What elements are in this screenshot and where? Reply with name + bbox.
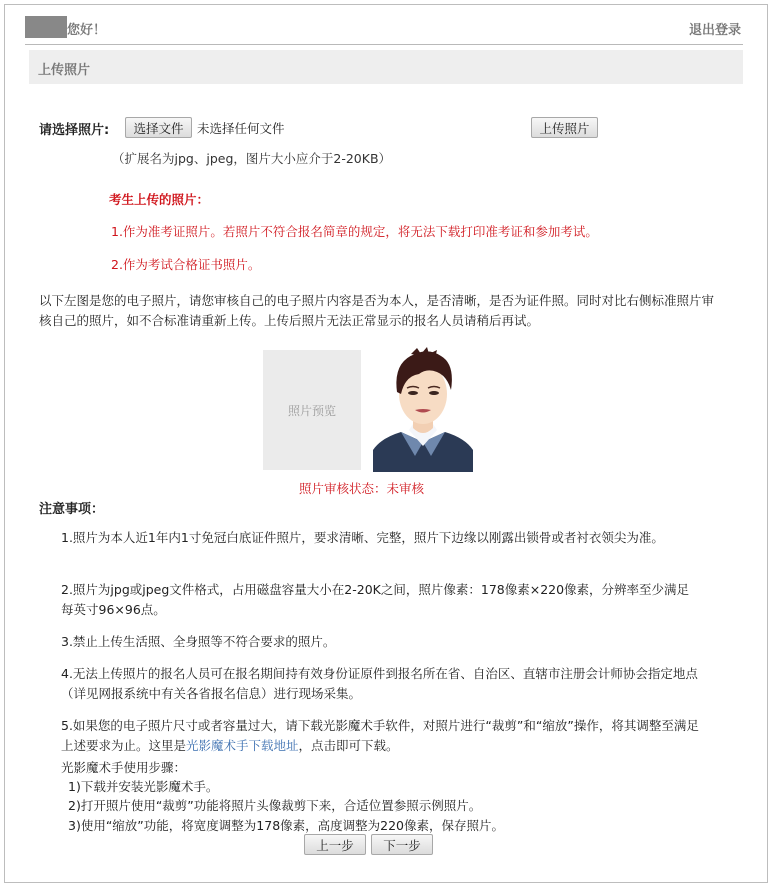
username-redacted [25, 16, 67, 38]
photo-preview-placeholder: 照片预览 [287, 403, 336, 418]
upload-photo-button[interactable]: 上传照片 [531, 117, 598, 138]
greeting-text: 您好！ [67, 23, 107, 38]
note-item: 1.照片为本人近1年内1寸免冠白底证件照片，要求清晰、完整，照片下边缘以刚露出锁骨或者衬衣领尖为准。 [61, 530, 664, 545]
section-title: 上传照片 [38, 63, 91, 78]
top-bar [25, 14, 743, 45]
next-step-button[interactable]: 下一步 [371, 834, 433, 855]
section-header [29, 50, 743, 84]
notes-title: 注意事项： [39, 502, 105, 517]
sample-photo [371, 346, 475, 472]
sample-portrait-icon [371, 346, 475, 472]
note-item: 2.照片为jpg或jpeg文件格式，占用磁盘容量大小在2-20K之间，照片像素：178像素×220像素，分辨率至少满足每英寸96×96点。 [61, 582, 690, 617]
logout-link[interactable]: 退出登录 [688, 23, 741, 38]
photo-usage-title: 考生上传的照片： [109, 192, 210, 207]
photo-preview [263, 350, 361, 470]
file-select-row [39, 117, 719, 139]
audit-status: 照片审核状态：未审核 [299, 481, 425, 496]
no-file-text: 未选择任何文件 [197, 121, 285, 136]
step-item: 1)下载并安装光影魔术手。 [68, 779, 219, 794]
intro-text: 以下左图是您的电子照片，请您审核自己的电子照片内容是否为本人，是否清晰，是否为证件照。同时对比右侧标准照片审核自己的照片，如不合标准请重新上传。上传后照片无法正常显示的报名人员请稍后再试。 [39, 293, 715, 328]
step-item: 3)使用“缩放”功能，将宽度调整为178像素，高度调整为220像素，保存照片。 [68, 818, 504, 833]
choose-file-button[interactable]: 选择文件 [125, 117, 192, 138]
download-link[interactable]: 光影魔术手下载地址 [186, 738, 299, 753]
photo-usage-item: 2.作为考试合格证书照片。 [111, 257, 261, 272]
note-5-text-after: ，点击即可下载。 [298, 738, 399, 753]
file-hint: （扩展名为jpg、jpeg，图片大小应介于2-20KB） [112, 151, 392, 166]
note-5-text: 5.如果您的电子照片尺寸或者容量过大，请下载光影魔术手软件，对照片进行“裁剪”和“缩放”操作，将其调整至满足上述要求为止。这里是 [61, 718, 699, 753]
note-item-5 [61, 716, 701, 756]
steps-title: 光影魔术手使用步骤： [61, 760, 187, 775]
note-item: 3.禁止上传生活照、全身照等不符合要求的照片。 [61, 634, 336, 649]
step-item: 2)打开照片使用“裁剪”功能将照片头像裁剪下来，合适位置参照示例照片。 [68, 798, 482, 813]
note-item: 4.无法上传照片的报名人员可在报名期间持有效身份证原件到报名所在省、自治区、直辖市注册会计师协会指定地点（详见网报系统中有关各省报名信息）进行现场采集。 [61, 666, 698, 701]
photo-usage-item: 1.作为准考证照片。若照片不符合报名简章的规定，将无法下载打印准考证和参加考试。 [111, 224, 598, 239]
select-photo-label: 请选择照片: [39, 123, 110, 138]
previous-step-button[interactable]: 上一步 [304, 834, 366, 855]
